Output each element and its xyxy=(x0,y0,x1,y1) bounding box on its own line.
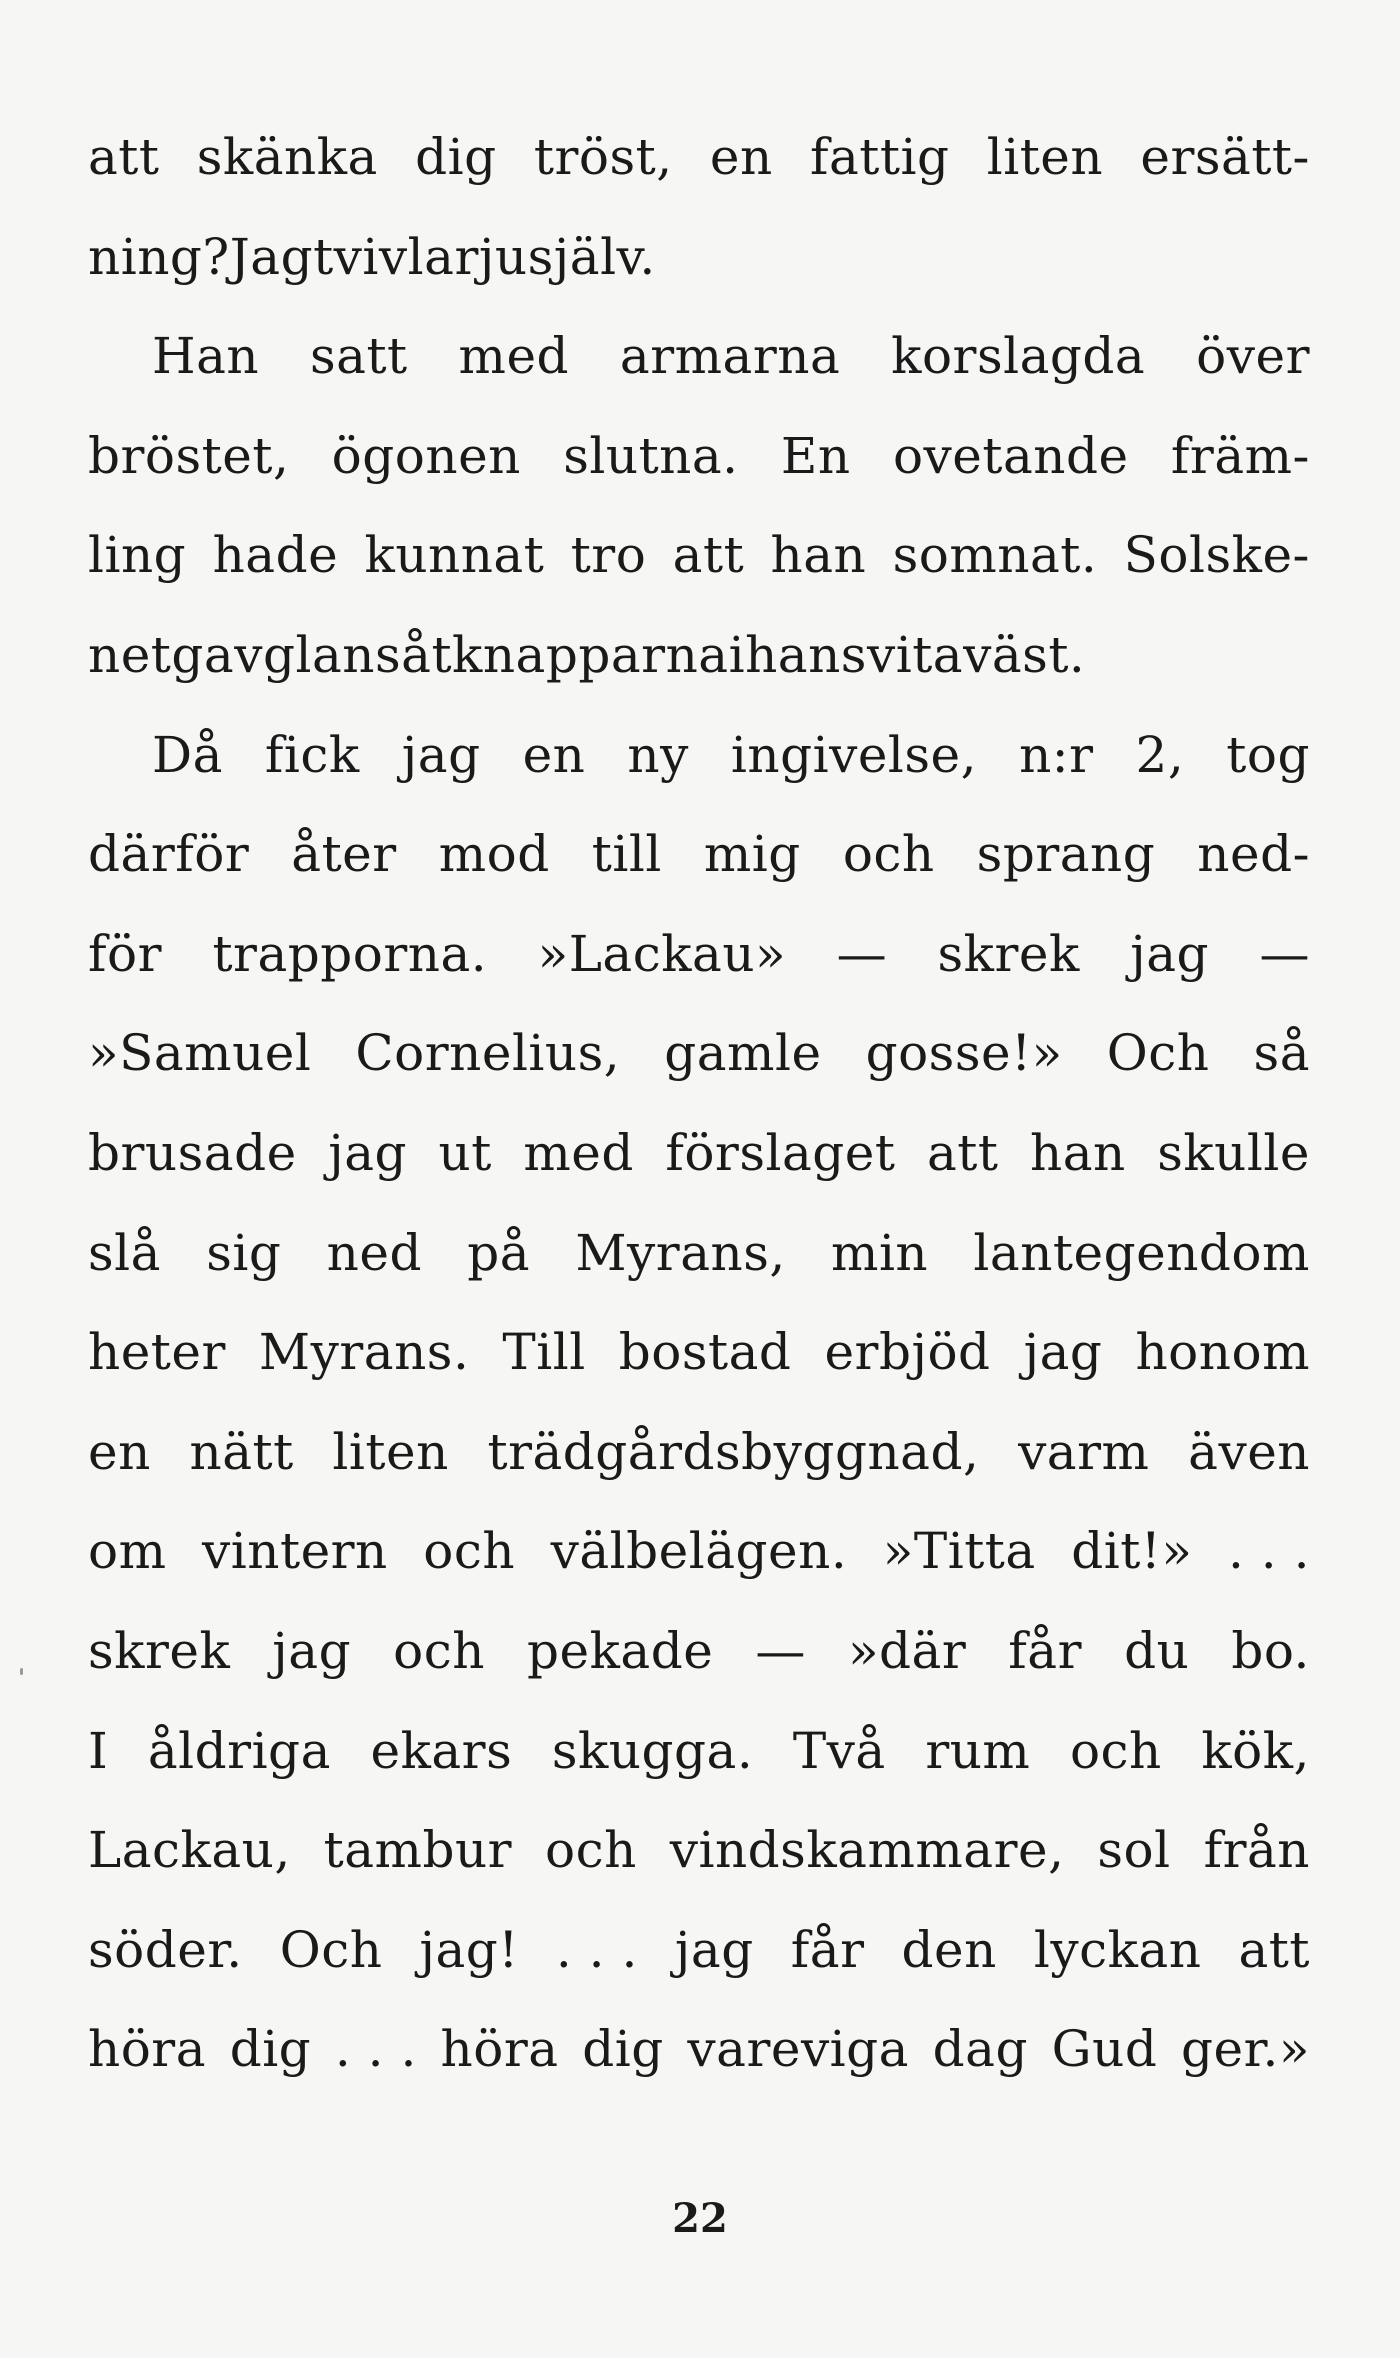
word: han xyxy=(770,526,867,585)
word: han xyxy=(1030,1123,1126,1182)
word: Myrans, xyxy=(575,1223,786,1282)
word: väst. xyxy=(963,625,1086,684)
word: ju xyxy=(478,227,528,286)
word: Då xyxy=(152,725,223,784)
word: ingivelse, xyxy=(730,725,978,784)
word: kök, xyxy=(1201,1721,1310,1780)
word: »Titta xyxy=(882,1522,1036,1581)
text-line xyxy=(88,506,1310,606)
word: Till xyxy=(502,1323,586,1382)
word: Han xyxy=(152,327,260,386)
word: med xyxy=(458,327,570,386)
word: bostad xyxy=(618,1323,792,1382)
word: rum xyxy=(925,1721,1031,1780)
word: jag xyxy=(272,1621,352,1680)
word: sprang xyxy=(976,825,1156,884)
word: den xyxy=(901,1920,997,1979)
word: ger.» xyxy=(1181,2020,1310,2079)
word: I xyxy=(88,1721,109,1780)
text-line xyxy=(88,208,1310,308)
body-text xyxy=(88,108,1310,2100)
word: över xyxy=(1196,327,1310,386)
word: dag xyxy=(932,2020,1028,2079)
word: att xyxy=(672,526,745,585)
word: brusade xyxy=(88,1123,297,1182)
word: åt xyxy=(401,625,453,684)
word: . . . xyxy=(555,1920,638,1979)
word: slå xyxy=(88,1223,161,1282)
word: vita xyxy=(866,625,964,684)
text-line xyxy=(88,1502,1310,1602)
word: till xyxy=(591,825,662,884)
word: net xyxy=(88,625,172,684)
text-line xyxy=(88,1403,1310,1503)
word: »där xyxy=(847,1621,967,1680)
word: skugga. xyxy=(551,1721,754,1780)
word: dit!» xyxy=(1071,1522,1193,1581)
text-line xyxy=(88,905,1310,1005)
word: dig xyxy=(415,128,497,186)
word: får xyxy=(1008,1621,1083,1680)
text-line xyxy=(88,1303,1310,1403)
text-line xyxy=(88,407,1310,507)
word: åldriga xyxy=(147,1721,331,1780)
word: förslaget xyxy=(665,1123,896,1182)
word: Gud xyxy=(1051,2020,1158,2079)
word: tambur xyxy=(323,1821,513,1880)
word: liten xyxy=(986,128,1104,186)
word: Cornelius, xyxy=(355,1024,621,1083)
word: ersätt- xyxy=(1140,128,1310,186)
word: armarna xyxy=(619,327,841,386)
text-line xyxy=(88,1004,1310,1104)
word: ling xyxy=(88,526,187,585)
word: gamle xyxy=(664,1024,822,1083)
word: vareviga xyxy=(687,2020,909,2079)
word: — xyxy=(1259,924,1310,983)
word: skrek xyxy=(937,924,1080,983)
word: höra xyxy=(440,2020,559,2079)
word: ögonen xyxy=(331,426,521,485)
word: åter xyxy=(291,825,397,884)
word: — xyxy=(836,924,888,983)
word: ovetande xyxy=(892,426,1129,485)
word: gosse!» xyxy=(865,1024,1063,1083)
word: får xyxy=(790,1920,865,1979)
word: från xyxy=(1203,1821,1310,1880)
word: satt xyxy=(310,327,408,386)
word: somnat. xyxy=(892,526,1098,585)
word: jag xyxy=(1023,1323,1103,1382)
word: fattig xyxy=(809,128,950,186)
word: ned xyxy=(326,1223,422,1282)
word: erbjöd xyxy=(824,1323,991,1382)
word: korslagda xyxy=(891,327,1146,386)
word: jag xyxy=(1130,924,1210,983)
word: Och xyxy=(279,1920,383,1979)
text-line xyxy=(88,1702,1310,1802)
word: tro xyxy=(570,526,647,585)
word: skrek xyxy=(88,1621,231,1680)
word: därför xyxy=(88,825,250,884)
word: sol xyxy=(1097,1821,1171,1880)
word: välbelägen. xyxy=(550,1522,848,1581)
word: och xyxy=(1069,1721,1162,1780)
word: glans xyxy=(262,625,402,684)
word: trapporna. xyxy=(212,924,488,983)
word: jag! xyxy=(419,1920,519,1979)
word: på xyxy=(467,1223,531,1282)
word: tog xyxy=(1226,725,1310,784)
word: skänka xyxy=(196,128,378,186)
word: en xyxy=(522,725,586,784)
word: . . . xyxy=(1228,1522,1310,1581)
word: ut xyxy=(438,1123,492,1182)
text-line xyxy=(88,1204,1310,1304)
word: tvivlar xyxy=(313,227,479,286)
word: att xyxy=(927,1123,999,1182)
word: själv. xyxy=(527,227,656,286)
word: Solske- xyxy=(1123,526,1310,585)
text-line xyxy=(88,1801,1310,1901)
word: gav xyxy=(171,625,263,684)
word: en xyxy=(88,1422,151,1481)
text-line xyxy=(88,108,1310,208)
word: att xyxy=(88,128,160,186)
word: — xyxy=(755,1621,806,1680)
word: hans xyxy=(745,625,867,684)
word: vindskammare, xyxy=(669,1821,1065,1880)
word: sig xyxy=(206,1223,282,1282)
word: ned- xyxy=(1197,825,1310,884)
word: jag xyxy=(674,1920,754,1979)
word: vintern xyxy=(202,1522,388,1581)
word: min xyxy=(831,1223,929,1282)
word: 2, xyxy=(1135,725,1185,784)
word: Myrans. xyxy=(258,1323,470,1382)
word: mig xyxy=(703,825,801,884)
word: och xyxy=(423,1522,516,1581)
word: hade xyxy=(212,526,339,585)
word: . . . xyxy=(334,2020,417,2079)
paper-speck xyxy=(20,1668,23,1675)
word: ning? xyxy=(88,227,230,286)
word: »Lackau» xyxy=(537,924,787,983)
word: nätt xyxy=(189,1422,294,1481)
word: om xyxy=(88,1522,167,1581)
word: med xyxy=(523,1123,634,1182)
word: dig xyxy=(229,2020,312,2079)
word: jag xyxy=(401,725,481,784)
text-line xyxy=(88,1901,1310,2001)
text-line xyxy=(88,606,1310,706)
word: bo. xyxy=(1231,1621,1310,1680)
word: mod xyxy=(438,825,550,884)
word: Och xyxy=(1106,1024,1210,1083)
text-line xyxy=(88,805,1310,905)
word: söder. xyxy=(88,1920,243,1979)
word: Lackau, xyxy=(88,1821,291,1880)
text-line xyxy=(88,706,1310,806)
word: Jag xyxy=(229,227,314,286)
word: pekade xyxy=(527,1621,714,1680)
word: jag xyxy=(328,1123,408,1182)
word: liten xyxy=(332,1422,449,1481)
word: knapparna xyxy=(452,625,729,684)
word: skulle xyxy=(1157,1123,1310,1182)
text-line xyxy=(88,1104,1310,1204)
text-line xyxy=(88,2000,1310,2100)
word: heter xyxy=(88,1323,226,1382)
word: du xyxy=(1124,1621,1190,1680)
word: tröst, xyxy=(533,128,673,186)
word: En xyxy=(780,426,851,485)
text-line xyxy=(88,307,1310,407)
word: ny xyxy=(627,725,689,784)
word: kunnat xyxy=(364,526,545,585)
word: en xyxy=(709,128,773,186)
word: trädgårdsbyggnad, xyxy=(487,1422,980,1481)
page-number: 22 xyxy=(672,2195,728,2242)
word: fick xyxy=(264,725,360,784)
word: ekars xyxy=(370,1721,513,1780)
word: honom xyxy=(1135,1323,1310,1382)
word: att xyxy=(1238,1920,1310,1979)
word: slutna. xyxy=(563,426,739,485)
word: dig xyxy=(582,2020,664,2079)
word: Två xyxy=(792,1721,886,1780)
word: i xyxy=(728,625,746,684)
word: främ- xyxy=(1170,426,1310,485)
word: lantegendom xyxy=(973,1223,1310,1282)
word: och xyxy=(393,1621,485,1680)
word: och xyxy=(545,1821,637,1880)
word: så xyxy=(1253,1024,1310,1083)
word: höra xyxy=(88,2020,207,2079)
word: varm xyxy=(1018,1422,1150,1481)
word: n:r xyxy=(1019,725,1094,784)
word: för xyxy=(88,924,163,983)
word: och xyxy=(842,825,935,884)
word: bröstet, xyxy=(88,426,290,485)
text-line xyxy=(88,1602,1310,1702)
word: även xyxy=(1188,1422,1310,1481)
word: »Samuel xyxy=(88,1024,312,1083)
word: lyckan xyxy=(1033,1920,1202,1979)
